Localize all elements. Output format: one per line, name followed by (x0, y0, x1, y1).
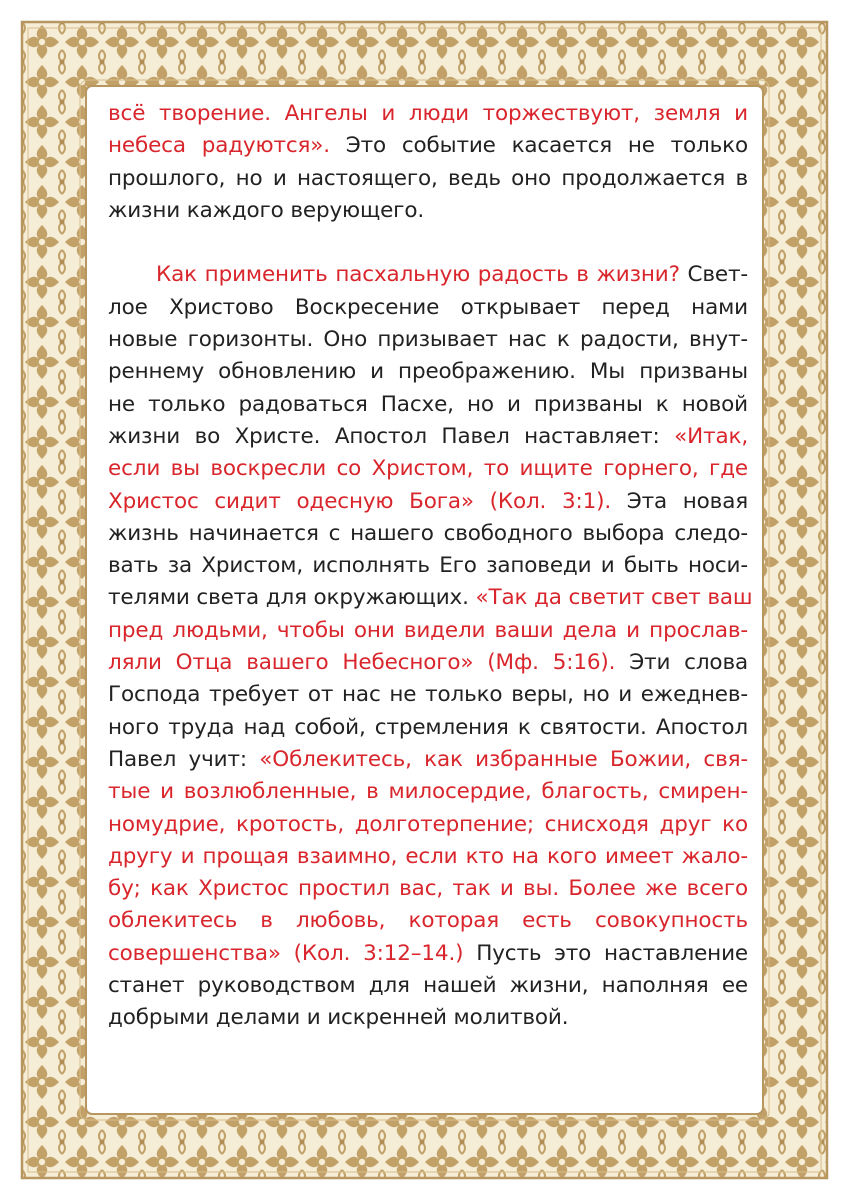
body-text: не только радоваться Пасхе, но и призваны к новой (108, 391, 748, 417)
scripture-quote-text: тые и возлюбленные, в милосердие, благость, смирен- (108, 779, 748, 805)
text-line (108, 195, 748, 227)
scripture-quote-text: бу; как Христос простил вас, так и вы. Более же всего (108, 876, 748, 902)
text-line (108, 98, 748, 130)
scripture-quote-text: небеса радуются». (108, 133, 330, 159)
text-line (108, 776, 748, 808)
text-line (108, 486, 748, 518)
scripture-quote-text: другу и прощая взаимно, если кто на кого имеет жало- (108, 843, 748, 869)
text-line (108, 421, 748, 453)
scripture-quote-text: Христос сидит одесную Бога» (Кол. 3:1). (108, 488, 612, 514)
scripture-quote-text: Как применить пасхальную радость в жизни? (156, 262, 680, 288)
scripture-quote-text: облекитесь в любовь, которая есть совокупность (108, 908, 748, 934)
paragraph (108, 98, 748, 227)
scripture-quote-text: если вы воскресли со Христом, то ищите горнего, где (108, 456, 748, 482)
text-line (108, 389, 748, 421)
paragraph (108, 259, 753, 1034)
scripture-quote-text: «Облекитесь, как избранные Божии, свя- (259, 746, 748, 772)
body-text: жизнь начинается с нашего свободного выбора следо- (108, 520, 748, 546)
text-line (108, 712, 748, 744)
text-line (108, 1002, 748, 1034)
body-text: Павел учит: (108, 746, 260, 772)
paragraph-gap (108, 227, 748, 259)
page-text (108, 98, 753, 1035)
text-line (108, 130, 748, 162)
body-text: ного труда над собой, стремления к святости. Апостол (108, 714, 748, 740)
body-text: прошлого, но и настоящего, ведь оно продолжается в (108, 165, 748, 191)
body-text: Свет- (679, 262, 748, 288)
body-text: вать за Христом, исполнять Его заповеди и быть носи- (108, 553, 748, 579)
text-line (108, 809, 748, 841)
body-text: Господа требует от нас не только веры, но и ежеднев- (108, 682, 748, 708)
body-text: новые горизонты. Оно призывает нас к радости, внут- (108, 327, 748, 353)
body-text: реннему обновлению и преображению. Мы призваны (108, 359, 748, 385)
text-line (108, 938, 748, 970)
text-line (108, 324, 748, 356)
body-text: жизни во Христе. Апостол Павел наставляет: (108, 423, 675, 449)
text-line (108, 744, 748, 776)
text-line (108, 905, 748, 937)
body-text: Пусть это наставление (463, 940, 748, 966)
text-line (108, 259, 748, 291)
text-line (108, 615, 748, 647)
body-text: телями света для окружающих. (108, 585, 476, 611)
body-text: Эта новая (611, 488, 749, 514)
scripture-quote-text: всё творение. Ангелы и люди торжествуют, земля и (108, 101, 748, 126)
text-line (108, 841, 748, 873)
scripture-quote-text: ляли Отца вашего Небесного» (Мф. 5:16). (108, 650, 616, 676)
body-text: жизни каждого верующего. (108, 197, 425, 223)
scripture-quote-text: «Итак, (674, 423, 748, 449)
text-line (108, 550, 748, 582)
body-text: Эти слова (615, 650, 748, 676)
text-line (108, 356, 748, 388)
text-line (108, 970, 748, 1002)
text-line (108, 679, 748, 711)
text-line (108, 873, 748, 905)
body-text: добрыми делами и искренней молитвой. (108, 1005, 569, 1031)
text-line (108, 518, 748, 550)
text-line (108, 582, 753, 614)
text-line (108, 292, 748, 324)
scripture-quote-text: пред людьми, чтобы они видели ваши дела и прослав- (108, 617, 748, 643)
scripture-quote-text: совершенства» (Кол. 3:12–14.) (108, 940, 464, 966)
body-text: лое Христово Воскресение открывает перед нами (108, 294, 748, 320)
scripture-quote-text: номудрие, кротость, долготерпение; снисходя друг ко (108, 811, 748, 837)
scripture-quote-text: «Так да светит свет ваш (475, 585, 753, 611)
body-text: станет руководством для нашей жизни, наполняя ее (108, 973, 748, 999)
text-line (108, 163, 748, 195)
text-line (108, 453, 748, 485)
text-line (108, 647, 748, 679)
body-text: Это событие касается не только (329, 133, 748, 159)
